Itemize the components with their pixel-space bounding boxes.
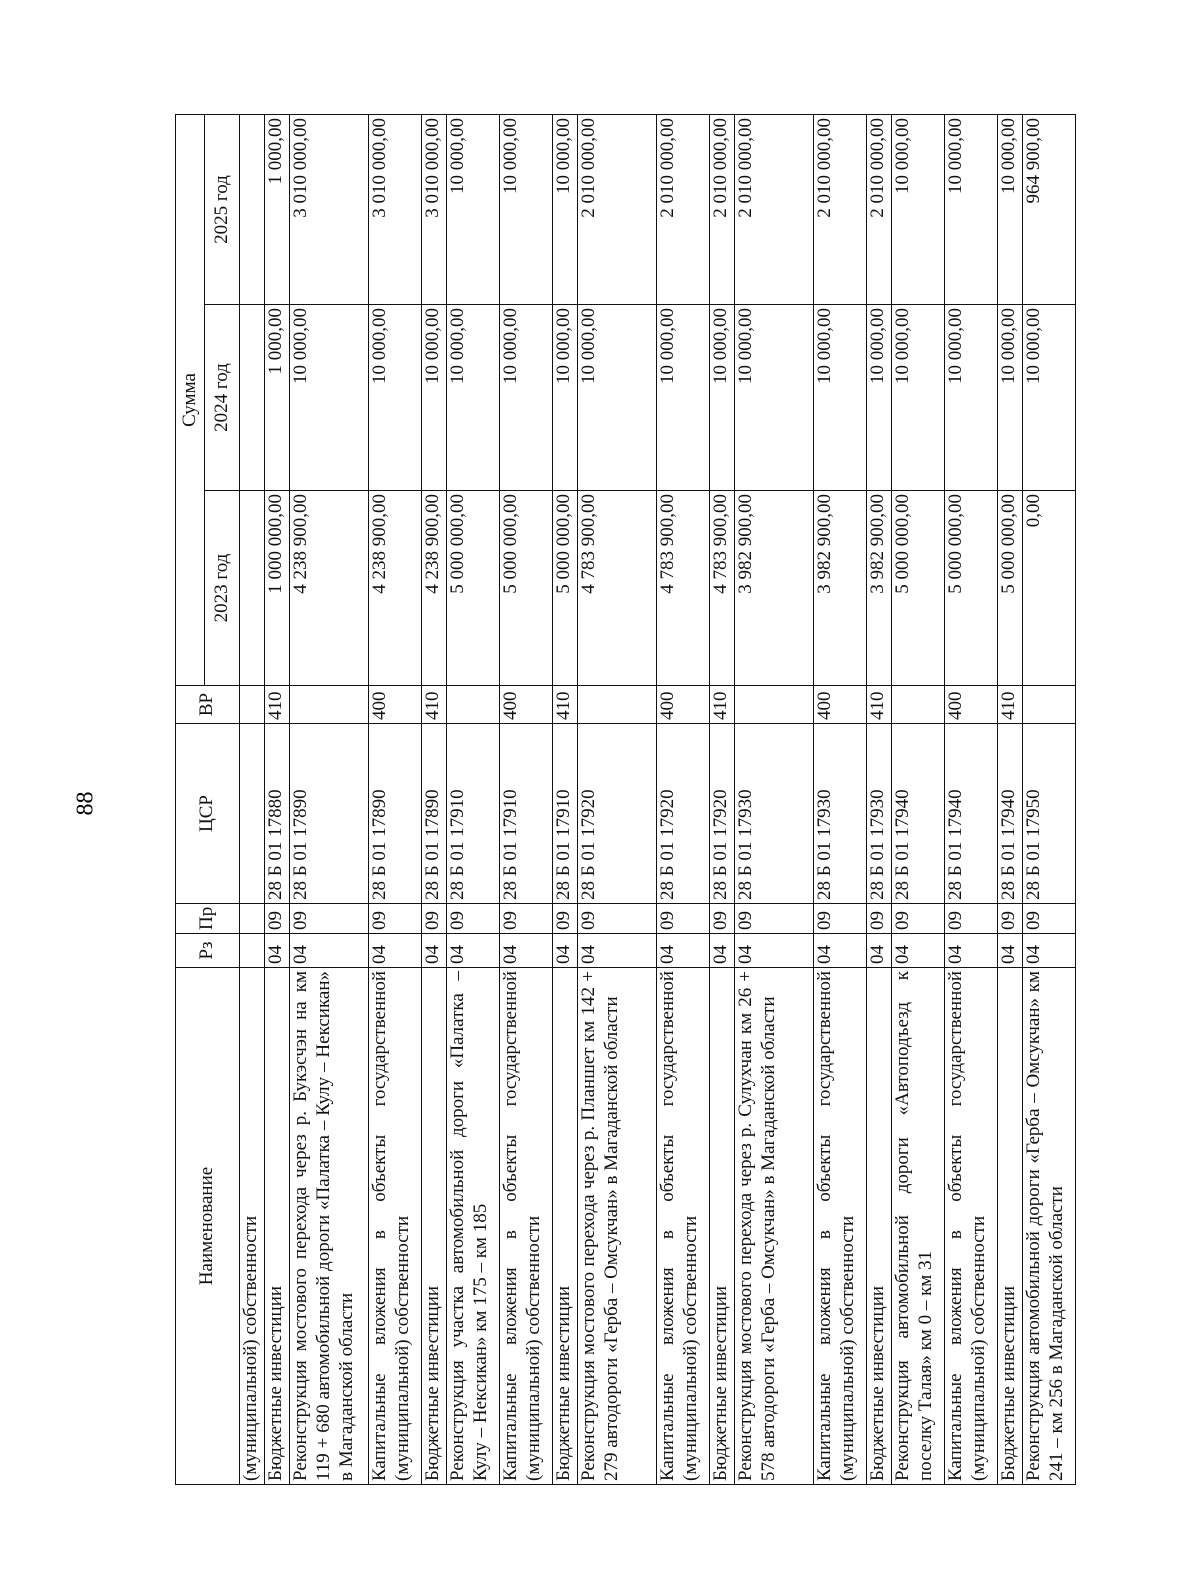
page-number: 88 [72, 791, 99, 816]
cell-pr: 09 [1023, 904, 1076, 934]
cell-pr: 09 [578, 904, 657, 934]
header-sum: Сумма [176, 114, 205, 685]
cell-vr [1023, 686, 1076, 724]
header-2024: 2024 год [205, 305, 240, 491]
cell-vr: 410 [998, 686, 1023, 724]
cell-rz: 04 [814, 934, 867, 968]
cell-2023: 4 783 900,00 [657, 491, 710, 686]
cell-2024: 10 000,00 [998, 305, 1023, 491]
cell-vr: 410 [422, 686, 447, 724]
cell-2023: 3 982 900,00 [814, 491, 867, 686]
table-row [892, 114, 945, 1484]
cell-vr: 400 [945, 686, 998, 724]
cell-pr: 09 [447, 904, 500, 934]
cell-name: Реконструкция мостового перехода через р. Планшет км 142 + 279 автодороги «Герба – Омсукчан» в Магаданской области [578, 968, 657, 1485]
cell-csr: 28 Б 01 17940 [998, 724, 1023, 904]
cell-rz: 04 [422, 934, 447, 968]
table-body [240, 114, 1076, 1484]
cell-pr: 09 [892, 904, 945, 934]
cell-2025: 1 000,00 [265, 114, 290, 304]
table-row [578, 114, 657, 1484]
cell-vr [290, 686, 369, 724]
cell-2024: 10 000,00 [657, 305, 710, 491]
cell-2024: 10 000,00 [814, 305, 867, 491]
cell-2023: 3 982 900,00 [735, 491, 814, 686]
cell-2023 [240, 491, 265, 686]
cell-rz: 04 [553, 934, 578, 968]
cell-rz: 04 [657, 934, 710, 968]
cell-rz: 04 [735, 934, 814, 968]
cell-2024: 1 000,00 [265, 305, 290, 491]
cell-pr: 09 [290, 904, 369, 934]
cell-name: Капитальные вложения в объекты государственной (муниципальной) собственности [369, 968, 422, 1485]
cell-csr: 28 Б 01 17910 [553, 724, 578, 904]
cell-vr: 410 [710, 686, 735, 724]
cell-2023: 3 982 900,00 [867, 491, 892, 686]
cell-2025: 2 010 000,00 [710, 114, 735, 304]
cell-name: Реконструкция автомобильной дороги «Герба – Омсукчан» км 241 – км 256 в Магаданской области [1023, 968, 1076, 1485]
cell-name: Реконструкция мостового перехода через р. Букэсчэн на км 119 + 680 автомобильной дороги «Палатка – Кулу – Нексикан» в Магаданской области [290, 968, 369, 1485]
cell-csr: 28 Б 01 17910 [447, 724, 500, 904]
cell-name: Бюджетные инвестиции [265, 968, 290, 1485]
cell-2025: 3 010 000,00 [422, 114, 447, 304]
cell-2025: 10 000,00 [553, 114, 578, 304]
cell-rz [240, 934, 265, 968]
cell-2024: 10 000,00 [892, 305, 945, 491]
cell-vr [735, 686, 814, 724]
cell-vr: 410 [867, 686, 892, 724]
cell-2023: 5 000 000,00 [892, 491, 945, 686]
cell-csr: 28 Б 01 17920 [710, 724, 735, 904]
cell-2024: 10 000,00 [867, 305, 892, 491]
cell-2023: 5 000 000,00 [945, 491, 998, 686]
cell-pr: 09 [945, 904, 998, 934]
cell-2024: 10 000,00 [735, 305, 814, 491]
cell-2023: 1 000 000,00 [265, 491, 290, 686]
cell-2024: 10 000,00 [710, 305, 735, 491]
table-row [447, 114, 500, 1484]
cell-2025: 3 010 000,00 [290, 114, 369, 304]
cell-rz: 04 [867, 934, 892, 968]
header-2023: 2023 год [205, 491, 240, 686]
cell-rz: 04 [447, 934, 500, 968]
cell-name: Капитальные вложения в объекты государственной (муниципальной) собственности [500, 968, 553, 1485]
cell-vr: 410 [265, 686, 290, 724]
cell-pr: 09 [553, 904, 578, 934]
cell-2023: 5 000 000,00 [500, 491, 553, 686]
cell-rz: 04 [369, 934, 422, 968]
cell-csr: 28 Б 01 17930 [867, 724, 892, 904]
cell-2024: 10 000,00 [1023, 305, 1076, 491]
table-row [500, 114, 553, 1484]
cell-name: Реконструкция мостового перехода через р. Сулухчан км 26 + 578 автодороги «Герба – Омсукчан» в Магаданской области [735, 968, 814, 1485]
cell-name: Бюджетные инвестиции [553, 968, 578, 1485]
cell-2024: 10 000,00 [500, 305, 553, 491]
cell-name: Бюджетные инвестиции [422, 968, 447, 1485]
cell-rz: 04 [998, 934, 1023, 968]
table-row [553, 114, 578, 1484]
cell-vr [240, 686, 265, 724]
cell-2024: 10 000,00 [945, 305, 998, 491]
header-vr: ВР [176, 686, 240, 724]
cell-vr: 400 [814, 686, 867, 724]
cell-csr [240, 724, 265, 904]
header-pr: Пр [176, 904, 240, 934]
table-row [945, 114, 998, 1484]
cell-pr: 09 [657, 904, 710, 934]
cell-name: Бюджетные инвестиции [867, 968, 892, 1485]
cell-2025 [240, 114, 265, 304]
header-row [176, 114, 205, 1484]
cell-csr: 28 Б 01 17910 [500, 724, 553, 904]
cell-2023: 5 000 000,00 [998, 491, 1023, 686]
cell-2023: 4 238 900,00 [369, 491, 422, 686]
table-row [422, 114, 447, 1484]
header-2025: 2025 год [205, 114, 240, 304]
cell-2025: 2 010 000,00 [657, 114, 710, 304]
cell-name: Реконструкция участка автомобильной дороги «Палатка – Кулу – Нексикан» км 175 – км 185 [447, 968, 500, 1485]
cell-2025: 3 010 000,00 [369, 114, 422, 304]
header-csr: ЦСР [176, 724, 240, 904]
rotated-table-container [175, 115, 1175, 1485]
table-row [867, 114, 892, 1484]
cell-2025: 2 010 000,00 [867, 114, 892, 304]
cell-vr: 400 [500, 686, 553, 724]
cell-pr: 09 [814, 904, 867, 934]
cell-2024: 10 000,00 [447, 305, 500, 491]
table-row [1023, 114, 1076, 1484]
cell-rz: 04 [945, 934, 998, 968]
cell-rz: 04 [892, 934, 945, 968]
cell-pr: 09 [422, 904, 447, 934]
cell-rz: 04 [290, 934, 369, 968]
cell-csr: 28 Б 01 17930 [814, 724, 867, 904]
cell-rz: 04 [500, 934, 553, 968]
table-row [369, 114, 422, 1484]
cell-rz: 04 [578, 934, 657, 968]
cell-rz: 04 [710, 934, 735, 968]
table-row [998, 114, 1023, 1484]
cell-pr: 09 [369, 904, 422, 934]
cell-2023: 4 783 900,00 [578, 491, 657, 686]
cell-csr: 28 Б 01 17920 [578, 724, 657, 904]
cell-2025: 10 000,00 [500, 114, 553, 304]
cell-2025: 2 010 000,00 [814, 114, 867, 304]
cell-csr: 28 Б 01 17940 [892, 724, 945, 904]
cell-rz: 04 [1023, 934, 1076, 968]
cell-vr [578, 686, 657, 724]
cell-2023: 4 783 900,00 [710, 491, 735, 686]
cell-pr: 09 [710, 904, 735, 934]
cell-name: Бюджетные инвестиции [998, 968, 1023, 1485]
header-rz: Рз [176, 934, 240, 968]
cell-vr [447, 686, 500, 724]
cell-vr [892, 686, 945, 724]
cell-pr: 09 [735, 904, 814, 934]
cell-2023: 4 238 900,00 [422, 491, 447, 686]
cell-pr: 09 [998, 904, 1023, 934]
cell-csr: 28 Б 01 17890 [422, 724, 447, 904]
table-row [735, 114, 814, 1484]
budget-table [175, 114, 1076, 1485]
cell-name: Капитальные вложения в объекты государственной (муниципальной) собственности [657, 968, 710, 1485]
cell-pr: 09 [500, 904, 553, 934]
cell-csr: 28 Б 01 17890 [290, 724, 369, 904]
cell-name: Капитальные вложения в объекты государственной (муниципальной) собственности [814, 968, 867, 1485]
cell-vr: 400 [369, 686, 422, 724]
cell-csr: 28 Б 01 17920 [657, 724, 710, 904]
cell-vr: 400 [657, 686, 710, 724]
table-row [265, 114, 290, 1484]
cell-pr: 09 [265, 904, 290, 934]
cell-2024 [240, 305, 265, 491]
table-row [814, 114, 867, 1484]
cell-rz: 04 [265, 934, 290, 968]
cell-2024: 10 000,00 [369, 305, 422, 491]
cell-vr: 410 [553, 686, 578, 724]
cell-csr: 28 Б 01 17930 [735, 724, 814, 904]
cell-2024: 10 000,00 [290, 305, 369, 491]
cell-2024: 10 000,00 [578, 305, 657, 491]
cell-pr: 09 [867, 904, 892, 934]
header-name: Наименование [176, 968, 240, 1485]
cell-csr: 28 Б 01 17890 [369, 724, 422, 904]
cell-2025: 10 000,00 [945, 114, 998, 304]
cell-name: Капитальные вложения в объекты государственной (муниципальной) собственности [945, 968, 998, 1485]
cell-2025: 10 000,00 [892, 114, 945, 304]
cell-2023: 0,00 [1023, 491, 1076, 686]
cell-csr: 28 Б 01 17940 [945, 724, 998, 904]
cell-name: Бюджетные инвестиции [710, 968, 735, 1485]
cell-2024: 10 000,00 [553, 305, 578, 491]
cell-name: Реконструкция автомобильной дороги «Автоподъезд к поселку Талая» км 0 – км 31 [892, 968, 945, 1485]
cell-2025: 2 010 000,00 [735, 114, 814, 304]
cell-2024: 10 000,00 [422, 305, 447, 491]
cell-2023: 5 000 000,00 [553, 491, 578, 686]
table-row [240, 114, 265, 1484]
cell-name: (муниципальной) собственности [240, 968, 265, 1485]
cell-pr [240, 904, 265, 934]
cell-csr: 28 Б 01 17950 [1023, 724, 1076, 904]
cell-2025: 964 900,00 [1023, 114, 1076, 304]
cell-2023: 4 238 900,00 [290, 491, 369, 686]
cell-2025: 2 010 000,00 [578, 114, 657, 304]
table-row [710, 114, 735, 1484]
cell-csr: 28 Б 01 17880 [265, 724, 290, 904]
table-row [657, 114, 710, 1484]
cell-2023: 5 000 000,00 [447, 491, 500, 686]
table-row [290, 114, 369, 1484]
cell-2025: 10 000,00 [447, 114, 500, 304]
cell-2025: 10 000,00 [998, 114, 1023, 304]
